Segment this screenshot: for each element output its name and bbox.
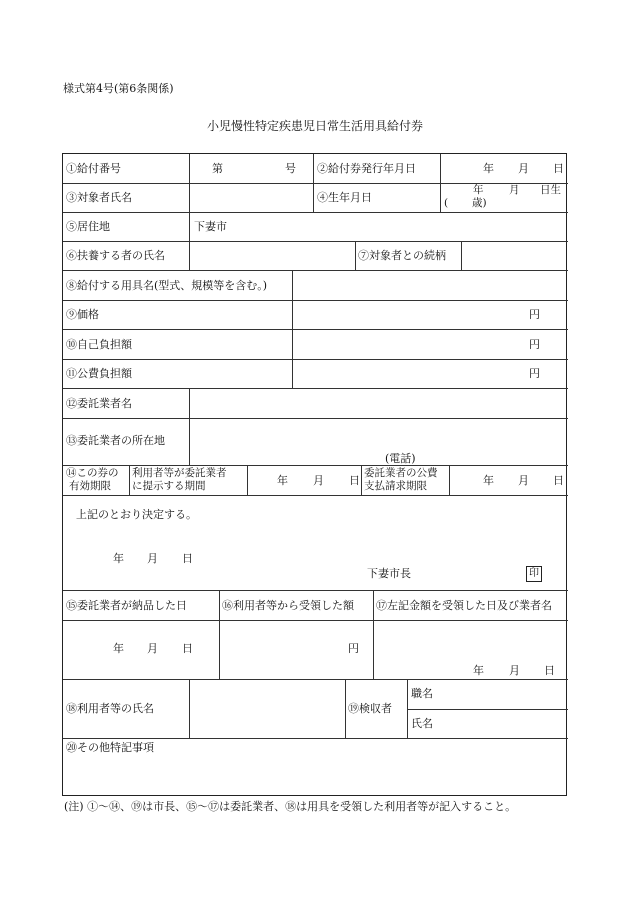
col-divider — [247, 465, 248, 495]
phone-label: (電話) — [385, 452, 416, 465]
row-divider — [63, 388, 568, 389]
birth-day: 日生 — [540, 184, 561, 196]
issue-date-month: 月 — [518, 162, 529, 175]
label-subject-name: ③対象者氏名 — [66, 191, 132, 204]
row-divider — [63, 359, 568, 360]
row-divider — [63, 679, 568, 680]
form-number: 様式第4号(第6条関係) — [63, 82, 174, 95]
label-self-pay: ⑩自己負担額 — [66, 338, 132, 351]
period-month: 月 — [313, 474, 324, 487]
label-validity-1: ⑭この券の — [66, 467, 119, 479]
age-open: ( — [444, 197, 449, 209]
col-divider — [373, 590, 374, 679]
issue-date-year: 年 — [483, 162, 494, 175]
label-claim-1: 委託業者の公費 — [364, 467, 438, 479]
label-user-name: ⑱利用者等の氏名 — [66, 702, 154, 715]
col-divider — [461, 241, 462, 270]
col-divider — [189, 679, 190, 738]
label-price: ⑨価格 — [66, 308, 99, 321]
row-divider — [63, 270, 568, 271]
row-divider — [63, 738, 568, 739]
decision-month: 月 — [147, 552, 158, 565]
row-divider — [407, 709, 568, 710]
claim-month: 月 — [518, 474, 529, 487]
label-contractor-name: ⑫委託業者名 — [66, 397, 132, 410]
age-close: 歳) — [472, 197, 487, 209]
col-divider — [189, 388, 190, 465]
decision-year: 年 — [113, 552, 124, 565]
row-divider — [63, 465, 568, 466]
col-divider — [361, 465, 362, 495]
row-divider — [63, 183, 568, 184]
label-received-amount: ⑯利用者等から受領した額 — [222, 599, 354, 612]
period-year: 年 — [277, 474, 288, 487]
col-divider — [355, 241, 356, 270]
label-name: 氏名 — [411, 717, 433, 730]
delivery-day: 日 — [182, 642, 193, 655]
row-divider — [63, 590, 568, 591]
label-birth-date: ④生年月日 — [317, 191, 372, 204]
label-benefit-number: ①給付番号 — [66, 162, 121, 175]
residence-value: 下妻市 — [194, 220, 227, 233]
benefit-number-go: 号 — [285, 162, 296, 175]
price-yen: 円 — [529, 308, 540, 321]
receipt-year: 年 — [473, 664, 484, 677]
benefit-voucher-form — [62, 153, 567, 796]
label-issue-date: ②給付券発行年月日 — [317, 162, 416, 175]
label-period-2: に提示する期間 — [132, 480, 206, 492]
birth-year: 年 — [473, 184, 484, 196]
mayor-label: 下妻市長 — [367, 567, 411, 580]
self-pay-yen: 円 — [529, 338, 540, 351]
delivery-year: 年 — [113, 642, 124, 655]
delivery-month: 月 — [147, 642, 158, 655]
claim-day: 日 — [553, 474, 564, 487]
page-title: 小児慢性特定疾患児日常生活用具給付券 — [206, 119, 423, 133]
row-divider — [63, 495, 568, 496]
issue-date-day: 日 — [553, 162, 564, 175]
label-delivery-date: ⑮委託業者が納品した日 — [66, 599, 187, 612]
period-day: 日 — [349, 474, 360, 487]
claim-year: 年 — [483, 474, 494, 487]
received-yen: 円 — [348, 642, 359, 655]
label-inspector: ⑲検収者 — [348, 702, 392, 715]
col-divider — [407, 679, 408, 738]
birth-month: 月 — [509, 184, 520, 196]
col-divider — [189, 212, 190, 270]
receipt-month: 月 — [509, 664, 520, 677]
label-residence: ⑤居住地 — [66, 220, 110, 233]
benefit-number-dai: 第 — [212, 162, 223, 175]
row-divider — [63, 241, 568, 242]
receipt-day: 日 — [544, 664, 555, 677]
row-divider — [63, 620, 568, 621]
label-remarks: ⑳その他特記事項 — [66, 741, 154, 754]
row-divider — [63, 300, 568, 301]
label-period-1: 利用者等が委託業者 — [132, 467, 227, 479]
col-divider — [219, 590, 220, 679]
label-job-title: 職名 — [411, 687, 433, 700]
label-equipment-name: ⑧給付する用具名(型式、規模等を含む。) — [66, 279, 268, 292]
label-guardian-name: ⑥扶養する者の氏名 — [66, 249, 165, 262]
col-divider — [292, 270, 293, 388]
col-divider — [345, 679, 346, 738]
label-validity-2: 有効期限 — [69, 480, 111, 492]
decision-text: 上記のとおり決定する。 — [76, 508, 197, 521]
label-relationship: ⑦対象者との続柄 — [358, 249, 446, 262]
label-receipt-date: ⑰左記金額を受領した日及び業者名 — [376, 599, 552, 612]
col-divider — [129, 465, 130, 495]
label-contractor-address: ⑬委託業者の所在地 — [66, 434, 165, 447]
col-divider — [440, 154, 441, 212]
label-public-pay: ⑪公費負担額 — [66, 367, 132, 380]
label-claim-2: 支払請求期限 — [364, 480, 427, 492]
footnote: (注) ①〜⑭、⑲は市長、⑮〜⑰は委託業者、⑱は用具を受領した利用者等が記入すること。 — [64, 800, 517, 813]
col-divider — [313, 154, 314, 212]
col-divider — [449, 465, 450, 495]
public-pay-yen: 円 — [529, 367, 540, 380]
decision-day: 日 — [182, 552, 193, 565]
row-divider — [63, 418, 568, 419]
row-divider — [63, 212, 568, 213]
col-divider — [189, 154, 190, 212]
seal-mark: 印 — [526, 566, 542, 582]
row-divider — [63, 329, 568, 330]
